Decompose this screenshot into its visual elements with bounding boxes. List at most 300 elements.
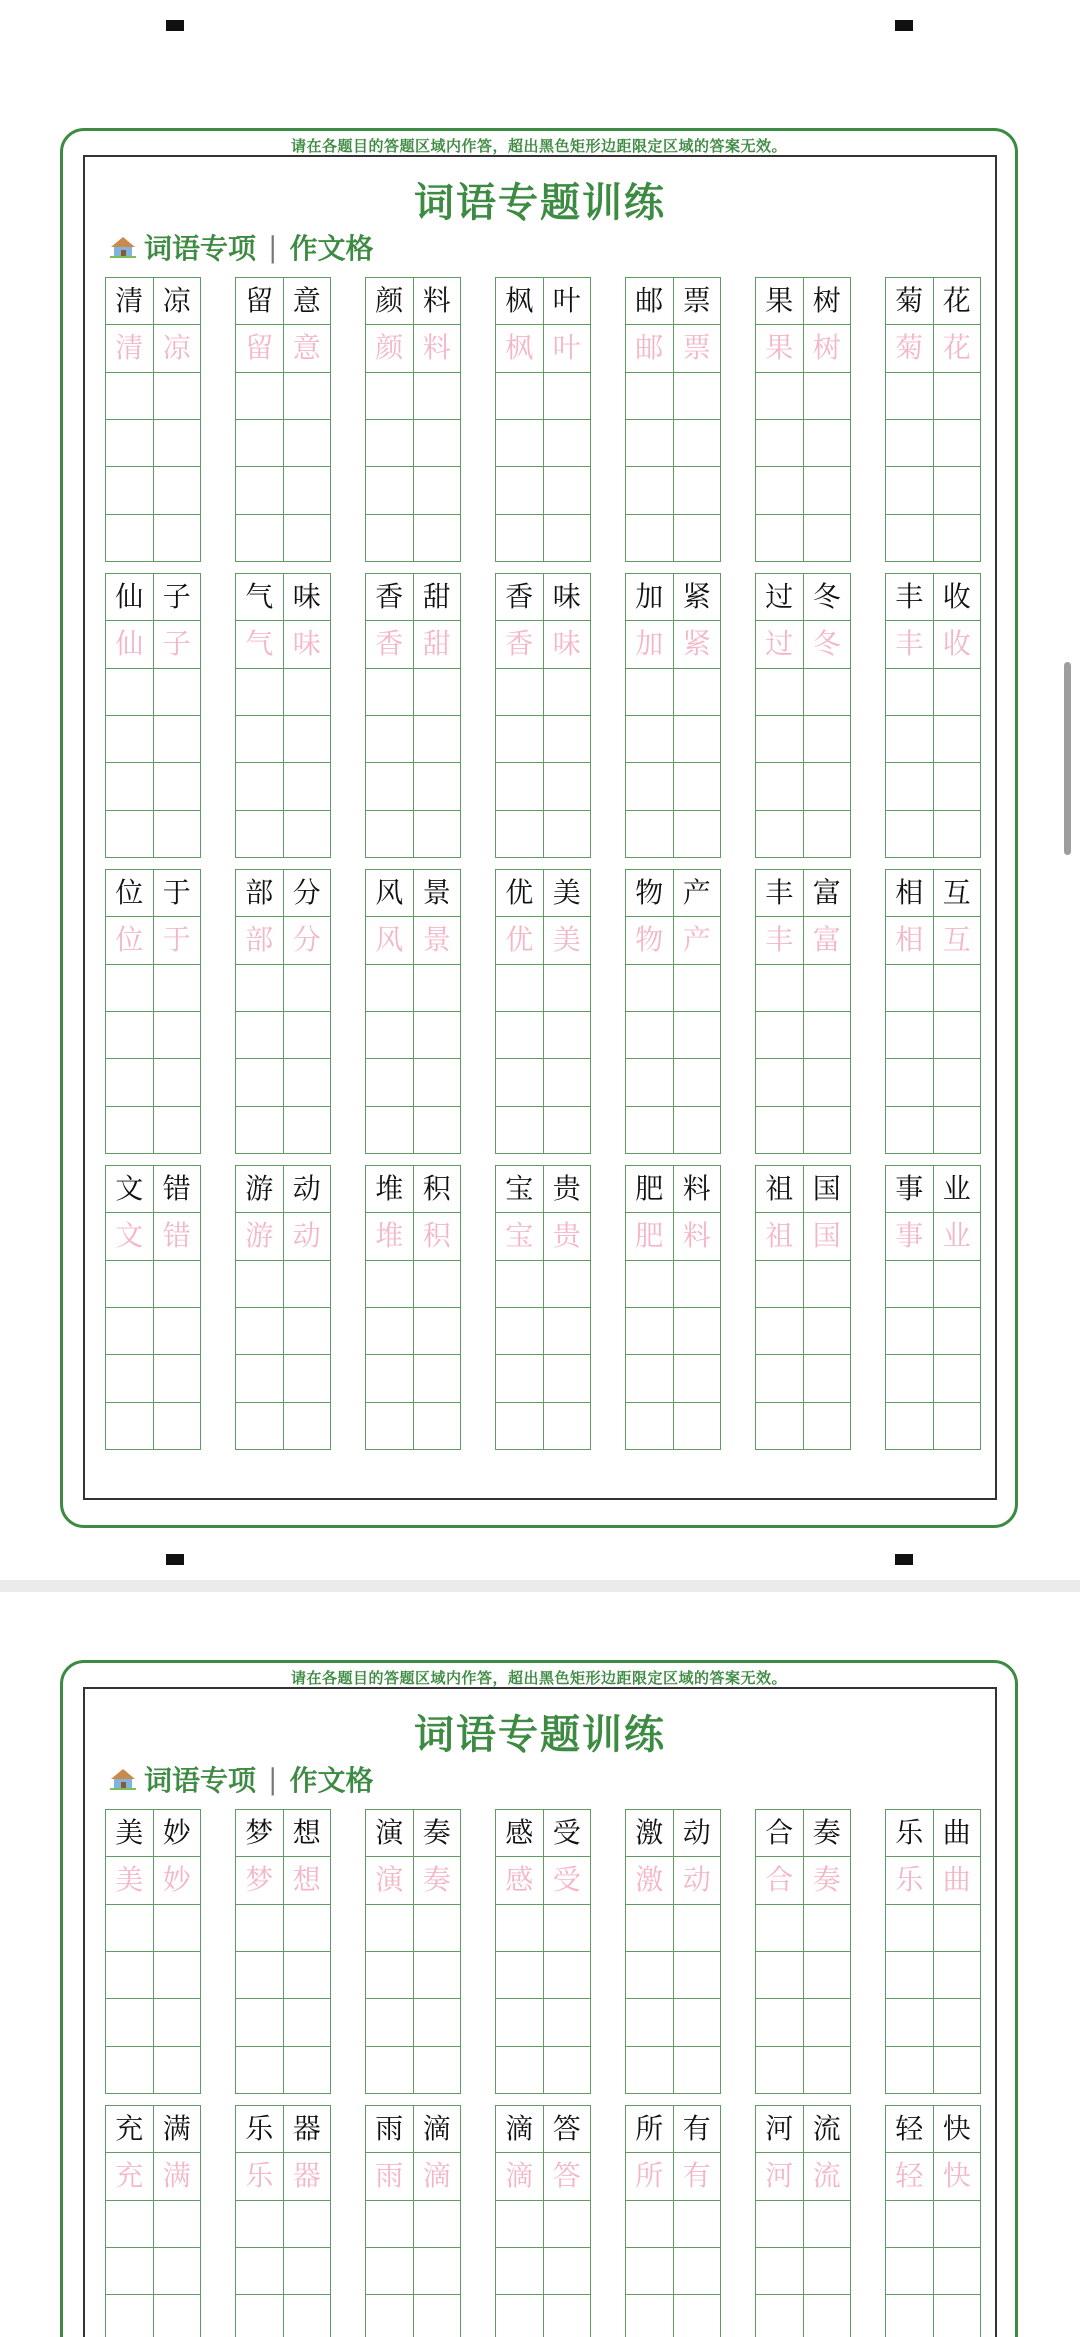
writing-box[interactable] bbox=[496, 1059, 544, 1105]
writing-row[interactable] bbox=[756, 669, 850, 716]
writing-box[interactable] bbox=[154, 1308, 201, 1354]
writing-box[interactable] bbox=[236, 1952, 284, 1998]
writing-box[interactable] bbox=[284, 1355, 331, 1401]
writing-box[interactable] bbox=[674, 1059, 721, 1105]
writing-box[interactable] bbox=[284, 2047, 331, 2093]
writing-row[interactable] bbox=[886, 2248, 980, 2295]
writing-box[interactable] bbox=[934, 1905, 981, 1951]
writing-box[interactable] bbox=[756, 1059, 804, 1105]
writing-box[interactable] bbox=[756, 1403, 804, 1449]
writing-box[interactable] bbox=[756, 373, 804, 419]
writing-box[interactable] bbox=[284, 763, 331, 809]
writing-box[interactable] bbox=[106, 1403, 154, 1449]
writing-row[interactable] bbox=[886, 763, 980, 810]
writing-row[interactable] bbox=[106, 2248, 200, 2295]
writing-row[interactable] bbox=[626, 669, 720, 716]
writing-row[interactable] bbox=[756, 1905, 850, 1952]
writing-row[interactable] bbox=[626, 763, 720, 810]
writing-box[interactable] bbox=[154, 1905, 201, 1951]
writing-row[interactable] bbox=[626, 716, 720, 763]
writing-box[interactable] bbox=[886, 1905, 934, 1951]
writing-box[interactable] bbox=[544, 1059, 591, 1105]
writing-row[interactable] bbox=[886, 811, 980, 857]
writing-box[interactable] bbox=[934, 1952, 981, 1998]
writing-box[interactable] bbox=[756, 2201, 804, 2247]
writing-box[interactable] bbox=[284, 1952, 331, 1998]
writing-box[interactable] bbox=[106, 1905, 154, 1951]
writing-row[interactable] bbox=[366, 1012, 460, 1059]
writing-row[interactable] bbox=[886, 1107, 980, 1153]
writing-row[interactable] bbox=[366, 2047, 460, 2093]
writing-row[interactable] bbox=[366, 467, 460, 514]
writing-box[interactable] bbox=[626, 669, 674, 715]
writing-box[interactable] bbox=[674, 1308, 721, 1354]
writing-box[interactable] bbox=[756, 811, 804, 857]
writing-row[interactable] bbox=[366, 2295, 460, 2337]
writing-box[interactable] bbox=[496, 1308, 544, 1354]
writing-row[interactable] bbox=[756, 1261, 850, 1308]
writing-box[interactable] bbox=[414, 965, 461, 1011]
writing-box[interactable] bbox=[544, 1261, 591, 1307]
writing-box[interactable] bbox=[934, 1261, 981, 1307]
writing-box[interactable] bbox=[236, 1059, 284, 1105]
writing-box[interactable] bbox=[626, 716, 674, 762]
writing-box[interactable] bbox=[674, 2248, 721, 2294]
writing-row[interactable] bbox=[626, 2047, 720, 2093]
writing-box[interactable] bbox=[934, 1308, 981, 1354]
writing-row[interactable] bbox=[496, 467, 590, 514]
writing-box[interactable] bbox=[934, 716, 981, 762]
writing-box[interactable] bbox=[756, 1012, 804, 1058]
writing-box[interactable] bbox=[414, 1107, 461, 1153]
writing-row[interactable] bbox=[886, 716, 980, 763]
writing-box[interactable] bbox=[756, 669, 804, 715]
writing-box[interactable] bbox=[106, 515, 154, 561]
writing-box[interactable] bbox=[154, 1107, 201, 1153]
writing-row[interactable] bbox=[496, 1107, 590, 1153]
writing-row[interactable] bbox=[236, 2248, 330, 2295]
writing-box[interactable] bbox=[626, 467, 674, 513]
writing-box[interactable] bbox=[414, 716, 461, 762]
writing-box[interactable] bbox=[886, 1308, 934, 1354]
writing-box[interactable] bbox=[366, 515, 414, 561]
writing-box[interactable] bbox=[414, 420, 461, 466]
writing-box[interactable] bbox=[756, 2047, 804, 2093]
writing-box[interactable] bbox=[106, 2201, 154, 2247]
writing-box[interactable] bbox=[756, 763, 804, 809]
writing-box[interactable] bbox=[886, 420, 934, 466]
writing-row[interactable] bbox=[366, 1308, 460, 1355]
writing-box[interactable] bbox=[674, 420, 721, 466]
writing-box[interactable] bbox=[366, 1059, 414, 1105]
writing-row[interactable] bbox=[626, 2201, 720, 2248]
writing-box[interactable] bbox=[496, 716, 544, 762]
writing-box[interactable] bbox=[236, 515, 284, 561]
writing-row[interactable] bbox=[366, 763, 460, 810]
writing-row[interactable] bbox=[366, 669, 460, 716]
writing-box[interactable] bbox=[544, 965, 591, 1011]
writing-box[interactable] bbox=[236, 1308, 284, 1354]
writing-box[interactable] bbox=[496, 1261, 544, 1307]
writing-row[interactable] bbox=[366, 811, 460, 857]
writing-row[interactable] bbox=[106, 2295, 200, 2337]
writing-row[interactable] bbox=[236, 716, 330, 763]
writing-row[interactable] bbox=[756, 1107, 850, 1153]
writing-box[interactable] bbox=[544, 1107, 591, 1153]
writing-box[interactable] bbox=[366, 1107, 414, 1153]
writing-box[interactable] bbox=[544, 420, 591, 466]
writing-box[interactable] bbox=[106, 2295, 154, 2337]
writing-box[interactable] bbox=[804, 1012, 851, 1058]
writing-row[interactable] bbox=[236, 2201, 330, 2248]
writing-row[interactable] bbox=[236, 1107, 330, 1153]
writing-row[interactable] bbox=[366, 515, 460, 561]
writing-box[interactable] bbox=[674, 1403, 721, 1449]
writing-row[interactable] bbox=[366, 1355, 460, 1402]
writing-box[interactable] bbox=[284, 515, 331, 561]
writing-box[interactable] bbox=[284, 2248, 331, 2294]
writing-box[interactable] bbox=[284, 1999, 331, 2045]
writing-row[interactable] bbox=[366, 1107, 460, 1153]
writing-row[interactable] bbox=[366, 2248, 460, 2295]
writing-box[interactable] bbox=[154, 373, 201, 419]
writing-box[interactable] bbox=[804, 965, 851, 1011]
writing-box[interactable] bbox=[496, 515, 544, 561]
writing-box[interactable] bbox=[236, 2248, 284, 2294]
writing-box[interactable] bbox=[544, 669, 591, 715]
writing-box[interactable] bbox=[366, 2295, 414, 2337]
writing-box[interactable] bbox=[414, 1308, 461, 1354]
writing-box[interactable] bbox=[886, 373, 934, 419]
writing-row[interactable] bbox=[106, 373, 200, 420]
writing-box[interactable] bbox=[886, 716, 934, 762]
writing-row[interactable] bbox=[236, 763, 330, 810]
writing-box[interactable] bbox=[496, 2248, 544, 2294]
writing-box[interactable] bbox=[366, 1403, 414, 1449]
writing-box[interactable] bbox=[756, 1905, 804, 1951]
writing-box[interactable] bbox=[756, 1107, 804, 1153]
writing-box[interactable] bbox=[496, 965, 544, 1011]
writing-box[interactable] bbox=[674, 763, 721, 809]
writing-box[interactable] bbox=[626, 1999, 674, 2045]
writing-box[interactable] bbox=[804, 2201, 851, 2247]
writing-row[interactable] bbox=[886, 1952, 980, 1999]
writing-box[interactable] bbox=[674, 1012, 721, 1058]
writing-box[interactable] bbox=[496, 763, 544, 809]
writing-row[interactable] bbox=[106, 1059, 200, 1106]
writing-row[interactable] bbox=[626, 467, 720, 514]
writing-box[interactable] bbox=[626, 2047, 674, 2093]
writing-box[interactable] bbox=[626, 420, 674, 466]
writing-box[interactable] bbox=[154, 716, 201, 762]
writing-box[interactable] bbox=[886, 1261, 934, 1307]
writing-row[interactable] bbox=[626, 1059, 720, 1106]
writing-row[interactable] bbox=[366, 1905, 460, 1952]
writing-row[interactable] bbox=[106, 1107, 200, 1153]
writing-box[interactable] bbox=[154, 1012, 201, 1058]
writing-box[interactable] bbox=[804, 716, 851, 762]
writing-box[interactable] bbox=[496, 2201, 544, 2247]
writing-box[interactable] bbox=[626, 515, 674, 561]
writing-box[interactable] bbox=[414, 669, 461, 715]
writing-box[interactable] bbox=[284, 2295, 331, 2337]
writing-box[interactable] bbox=[626, 1059, 674, 1105]
writing-box[interactable] bbox=[544, 1952, 591, 1998]
writing-row[interactable] bbox=[756, 2248, 850, 2295]
writing-box[interactable] bbox=[626, 1952, 674, 1998]
writing-box[interactable] bbox=[414, 2047, 461, 2093]
writing-box[interactable] bbox=[804, 515, 851, 561]
writing-row[interactable] bbox=[756, 1059, 850, 1106]
writing-box[interactable] bbox=[626, 2201, 674, 2247]
writing-row[interactable] bbox=[626, 515, 720, 561]
writing-row[interactable] bbox=[886, 2201, 980, 2248]
writing-row[interactable] bbox=[366, 373, 460, 420]
writing-box[interactable] bbox=[106, 1999, 154, 2045]
writing-row[interactable] bbox=[496, 2248, 590, 2295]
writing-row[interactable] bbox=[886, 467, 980, 514]
writing-box[interactable] bbox=[414, 373, 461, 419]
writing-box[interactable] bbox=[756, 1952, 804, 1998]
writing-box[interactable] bbox=[544, 1012, 591, 1058]
writing-row[interactable] bbox=[886, 1012, 980, 1059]
writing-row[interactable] bbox=[756, 2295, 850, 2337]
writing-box[interactable] bbox=[366, 811, 414, 857]
writing-row[interactable] bbox=[756, 420, 850, 467]
writing-box[interactable] bbox=[804, 1999, 851, 2045]
writing-box[interactable] bbox=[106, 1355, 154, 1401]
writing-box[interactable] bbox=[106, 965, 154, 1011]
writing-box[interactable] bbox=[544, 811, 591, 857]
writing-row[interactable] bbox=[886, 1261, 980, 1308]
writing-box[interactable] bbox=[236, 2295, 284, 2337]
writing-box[interactable] bbox=[154, 2201, 201, 2247]
writing-row[interactable] bbox=[106, 1355, 200, 1402]
writing-row[interactable] bbox=[236, 515, 330, 561]
writing-box[interactable] bbox=[886, 1059, 934, 1105]
writing-row[interactable] bbox=[496, 2047, 590, 2093]
writing-box[interactable] bbox=[496, 1107, 544, 1153]
writing-box[interactable] bbox=[626, 1261, 674, 1307]
writing-box[interactable] bbox=[934, 515, 981, 561]
writing-box[interactable] bbox=[544, 515, 591, 561]
writing-box[interactable] bbox=[674, 2201, 721, 2247]
writing-box[interactable] bbox=[366, 965, 414, 1011]
writing-row[interactable] bbox=[106, 1261, 200, 1308]
writing-box[interactable] bbox=[496, 1355, 544, 1401]
writing-box[interactable] bbox=[674, 1107, 721, 1153]
writing-row[interactable] bbox=[626, 1905, 720, 1952]
writing-box[interactable] bbox=[154, 2047, 201, 2093]
writing-box[interactable] bbox=[154, 1403, 201, 1449]
writing-row[interactable] bbox=[236, 420, 330, 467]
writing-box[interactable] bbox=[236, 1403, 284, 1449]
writing-box[interactable] bbox=[934, 2295, 981, 2337]
writing-box[interactable] bbox=[674, 1999, 721, 2045]
writing-box[interactable] bbox=[544, 467, 591, 513]
writing-box[interactable] bbox=[804, 1403, 851, 1449]
writing-row[interactable] bbox=[366, 1059, 460, 1106]
writing-box[interactable] bbox=[674, 1905, 721, 1951]
writing-box[interactable] bbox=[366, 1308, 414, 1354]
writing-row[interactable] bbox=[756, 965, 850, 1012]
writing-row[interactable] bbox=[496, 1261, 590, 1308]
writing-row[interactable] bbox=[236, 1355, 330, 1402]
writing-row[interactable] bbox=[756, 1403, 850, 1449]
writing-row[interactable] bbox=[106, 965, 200, 1012]
writing-box[interactable] bbox=[154, 2295, 201, 2337]
writing-box[interactable] bbox=[496, 1403, 544, 1449]
writing-box[interactable] bbox=[934, 2201, 981, 2247]
writing-box[interactable] bbox=[886, 1012, 934, 1058]
writing-row[interactable] bbox=[236, 965, 330, 1012]
writing-row[interactable] bbox=[626, 1012, 720, 1059]
writing-box[interactable] bbox=[626, 965, 674, 1011]
writing-row[interactable] bbox=[756, 2201, 850, 2248]
writing-box[interactable] bbox=[674, 965, 721, 1011]
writing-box[interactable] bbox=[804, 373, 851, 419]
writing-row[interactable] bbox=[106, 1952, 200, 1999]
writing-box[interactable] bbox=[414, 2248, 461, 2294]
writing-row[interactable] bbox=[106, 716, 200, 763]
writing-box[interactable] bbox=[284, 811, 331, 857]
writing-row[interactable] bbox=[496, 515, 590, 561]
writing-row[interactable] bbox=[626, 1355, 720, 1402]
writing-box[interactable] bbox=[154, 1355, 201, 1401]
writing-box[interactable] bbox=[626, 2248, 674, 2294]
writing-row[interactable] bbox=[236, 2295, 330, 2337]
writing-row[interactable] bbox=[496, 1952, 590, 1999]
writing-box[interactable] bbox=[414, 515, 461, 561]
writing-row[interactable] bbox=[626, 2295, 720, 2337]
writing-box[interactable] bbox=[804, 669, 851, 715]
writing-box[interactable] bbox=[934, 2248, 981, 2294]
writing-box[interactable] bbox=[756, 467, 804, 513]
writing-box[interactable] bbox=[496, 811, 544, 857]
writing-row[interactable] bbox=[236, 1308, 330, 1355]
writing-box[interactable] bbox=[236, 1999, 284, 2045]
writing-box[interactable] bbox=[674, 2047, 721, 2093]
writing-box[interactable] bbox=[544, 1355, 591, 1401]
writing-row[interactable] bbox=[626, 1308, 720, 1355]
writing-box[interactable] bbox=[804, 763, 851, 809]
writing-box[interactable] bbox=[626, 811, 674, 857]
writing-box[interactable] bbox=[496, 1999, 544, 2045]
writing-box[interactable] bbox=[284, 1261, 331, 1307]
writing-box[interactable] bbox=[284, 965, 331, 1011]
writing-box[interactable] bbox=[674, 1355, 721, 1401]
writing-box[interactable] bbox=[106, 1261, 154, 1307]
writing-box[interactable] bbox=[366, 1261, 414, 1307]
writing-box[interactable] bbox=[366, 1905, 414, 1951]
writing-row[interactable] bbox=[236, 1999, 330, 2046]
writing-row[interactable] bbox=[106, 1999, 200, 2046]
writing-row[interactable] bbox=[626, 1999, 720, 2046]
writing-box[interactable] bbox=[154, 1059, 201, 1105]
writing-box[interactable] bbox=[804, 1952, 851, 1998]
writing-box[interactable] bbox=[366, 716, 414, 762]
writing-row[interactable] bbox=[626, 1107, 720, 1153]
writing-row[interactable] bbox=[106, 515, 200, 561]
writing-box[interactable] bbox=[236, 763, 284, 809]
writing-box[interactable] bbox=[414, 467, 461, 513]
writing-row[interactable] bbox=[496, 1905, 590, 1952]
writing-box[interactable] bbox=[544, 1308, 591, 1354]
writing-row[interactable] bbox=[756, 2047, 850, 2093]
writing-box[interactable] bbox=[284, 716, 331, 762]
writing-box[interactable] bbox=[886, 2047, 934, 2093]
writing-box[interactable] bbox=[934, 373, 981, 419]
writing-row[interactable] bbox=[496, 669, 590, 716]
writing-box[interactable] bbox=[366, 420, 414, 466]
writing-row[interactable] bbox=[756, 1308, 850, 1355]
writing-row[interactable] bbox=[236, 467, 330, 514]
writing-box[interactable] bbox=[804, 420, 851, 466]
writing-row[interactable] bbox=[886, 669, 980, 716]
writing-row[interactable] bbox=[756, 716, 850, 763]
writing-box[interactable] bbox=[284, 1403, 331, 1449]
writing-box[interactable] bbox=[284, 1059, 331, 1105]
writing-row[interactable] bbox=[886, 1999, 980, 2046]
writing-row[interactable] bbox=[886, 2295, 980, 2337]
writing-row[interactable] bbox=[626, 1403, 720, 1449]
writing-box[interactable] bbox=[106, 716, 154, 762]
writing-box[interactable] bbox=[886, 1107, 934, 1153]
writing-box[interactable] bbox=[154, 811, 201, 857]
writing-box[interactable] bbox=[886, 669, 934, 715]
writing-box[interactable] bbox=[236, 965, 284, 1011]
writing-box[interactable] bbox=[804, 1905, 851, 1951]
writing-box[interactable] bbox=[236, 669, 284, 715]
writing-box[interactable] bbox=[544, 763, 591, 809]
writing-box[interactable] bbox=[236, 716, 284, 762]
writing-row[interactable] bbox=[756, 467, 850, 514]
writing-box[interactable] bbox=[236, 420, 284, 466]
writing-box[interactable] bbox=[934, 1059, 981, 1105]
writing-row[interactable] bbox=[496, 1403, 590, 1449]
writing-box[interactable] bbox=[154, 763, 201, 809]
writing-box[interactable] bbox=[886, 763, 934, 809]
writing-box[interactable] bbox=[626, 1905, 674, 1951]
writing-box[interactable] bbox=[756, 1355, 804, 1401]
writing-box[interactable] bbox=[236, 1905, 284, 1951]
writing-box[interactable] bbox=[106, 1012, 154, 1058]
writing-box[interactable] bbox=[886, 2248, 934, 2294]
writing-row[interactable] bbox=[756, 515, 850, 561]
writing-box[interactable] bbox=[284, 420, 331, 466]
writing-box[interactable] bbox=[544, 2201, 591, 2247]
writing-box[interactable] bbox=[886, 2295, 934, 2337]
writing-box[interactable] bbox=[804, 1308, 851, 1354]
writing-row[interactable] bbox=[366, 420, 460, 467]
writing-row[interactable] bbox=[886, 1403, 980, 1449]
writing-row[interactable] bbox=[756, 373, 850, 420]
writing-box[interactable] bbox=[756, 420, 804, 466]
writing-box[interactable] bbox=[934, 763, 981, 809]
writing-row[interactable] bbox=[106, 420, 200, 467]
writing-box[interactable] bbox=[414, 811, 461, 857]
writing-box[interactable] bbox=[496, 2047, 544, 2093]
writing-row[interactable] bbox=[106, 811, 200, 857]
writing-row[interactable] bbox=[496, 420, 590, 467]
writing-box[interactable] bbox=[626, 1403, 674, 1449]
writing-box[interactable] bbox=[154, 965, 201, 1011]
writing-box[interactable] bbox=[886, 2201, 934, 2247]
writing-box[interactable] bbox=[414, 763, 461, 809]
writing-box[interactable] bbox=[934, 420, 981, 466]
writing-row[interactable] bbox=[236, 811, 330, 857]
writing-box[interactable] bbox=[544, 2047, 591, 2093]
